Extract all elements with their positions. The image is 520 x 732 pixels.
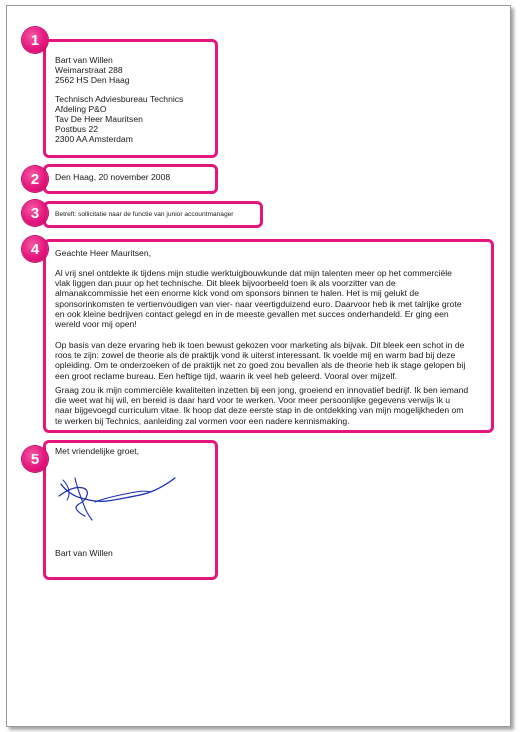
recipient-department: Afdeling P&O bbox=[55, 104, 107, 114]
paragraph-3-line: die weet wat hij wil, en bereid is daar hard voor te werken. Voor meer persoonlijke gegevens verwijs ik u bbox=[55, 395, 451, 406]
badge-4: 4 bbox=[22, 236, 48, 262]
paragraph-1-line: almanakcommissie het een enorme kick vond om sponsors binnen te halen. Het is mij gelukt de bbox=[55, 288, 419, 299]
badge-1: 1 bbox=[22, 27, 48, 53]
paragraph-3-line: te werken bij Technics, aanleiding zal vormen voor een nadere kennismaking. bbox=[55, 415, 350, 426]
recipient-postbox: Postbus 22 bbox=[55, 124, 98, 134]
salutation: Geachte Heer Mauritsen, bbox=[55, 248, 152, 258]
paragraph-2-line: een groot reclame bureau. Een heftige tijd, waarin ik veel heb geleerd. Vooral over mijzelf. bbox=[55, 370, 398, 381]
paragraph-1-line: wereld voor mij open! bbox=[55, 319, 137, 330]
paragraph-2-line: roos te zijn: zowel de theorie als de praktijk vond ik uiterst interessant. Ik voelde mij en warm bad bij deze bbox=[55, 350, 456, 361]
recipient-company: Technisch Adviesbureau Technics bbox=[55, 94, 184, 104]
badge-5: 5 bbox=[22, 446, 48, 472]
sender-city: 2562 HS Den Haag bbox=[55, 75, 130, 85]
paragraph-1-line: en ook kleine bedrijven contact gelegd en in de meeste gevallen met succes onderhandeld. Er ging een bbox=[55, 308, 449, 319]
signature-name: Bart van Willen bbox=[55, 548, 113, 558]
paragraph-2-line: Op basis van deze ervaring heb ik toen bewust gekozen voor marketing als bijvak. Dit bleek een schot in de bbox=[55, 340, 465, 350]
date-line: Den Haag, 20 november 2008 bbox=[55, 172, 171, 182]
paragraph-2-line: opleiding. Om te onderzoeken of de praktijk net zo goed zou bevallen als de theorie heb ik stage gelopen bij bbox=[55, 360, 466, 371]
paragraph-1-line: Al vrij snel ontdekte ik tijdens mijn studie werktuigbouwkunde dat mijn talenten meer op het commerciële bbox=[55, 268, 452, 278]
paragraph-3-line: Graag zou ik mijn commerciële kwaliteiten inzetten bij een jong, groeiend en innovatief bedrijf. Ik ben iemand bbox=[55, 385, 469, 395]
badge-3: 3 bbox=[22, 200, 48, 226]
paragraph-1 bbox=[55, 268, 462, 329]
paragraph-1-line: vlak liggen dan puur op het technische. Dit bleek bijvoorbeeld toen ik als voorzitter van de bbox=[55, 278, 396, 289]
sender-name: Bart van Willen bbox=[55, 55, 113, 65]
subject-line: Betreft: sollicitatie naar de functie van junior accountmanager bbox=[55, 211, 234, 218]
sender-street: Weimarstraat 288 bbox=[55, 65, 123, 75]
signature-image bbox=[55, 468, 185, 524]
paragraph-1-line: sponsorinkomsten te vertienvoudigen van vier- naar veertigduizend euro. Daarvoor heb ik met talrijke grote bbox=[55, 298, 462, 309]
recipient-city: 2300 AA Amsterdam bbox=[55, 134, 133, 144]
closing-greeting: Met vriendelijke groet, bbox=[55, 446, 140, 456]
paragraph-2 bbox=[55, 340, 465, 381]
recipient-attention: Tav De Heer Mauritsen bbox=[55, 114, 143, 124]
paragraph-3 bbox=[55, 385, 468, 426]
paragraph-3-line: naar bijgevoegd curriculum vitae. Ik hoop dat deze eerste stap in de ontdekking van mijn mogelijkheden om bbox=[55, 405, 464, 416]
badge-2: 2 bbox=[22, 166, 48, 192]
